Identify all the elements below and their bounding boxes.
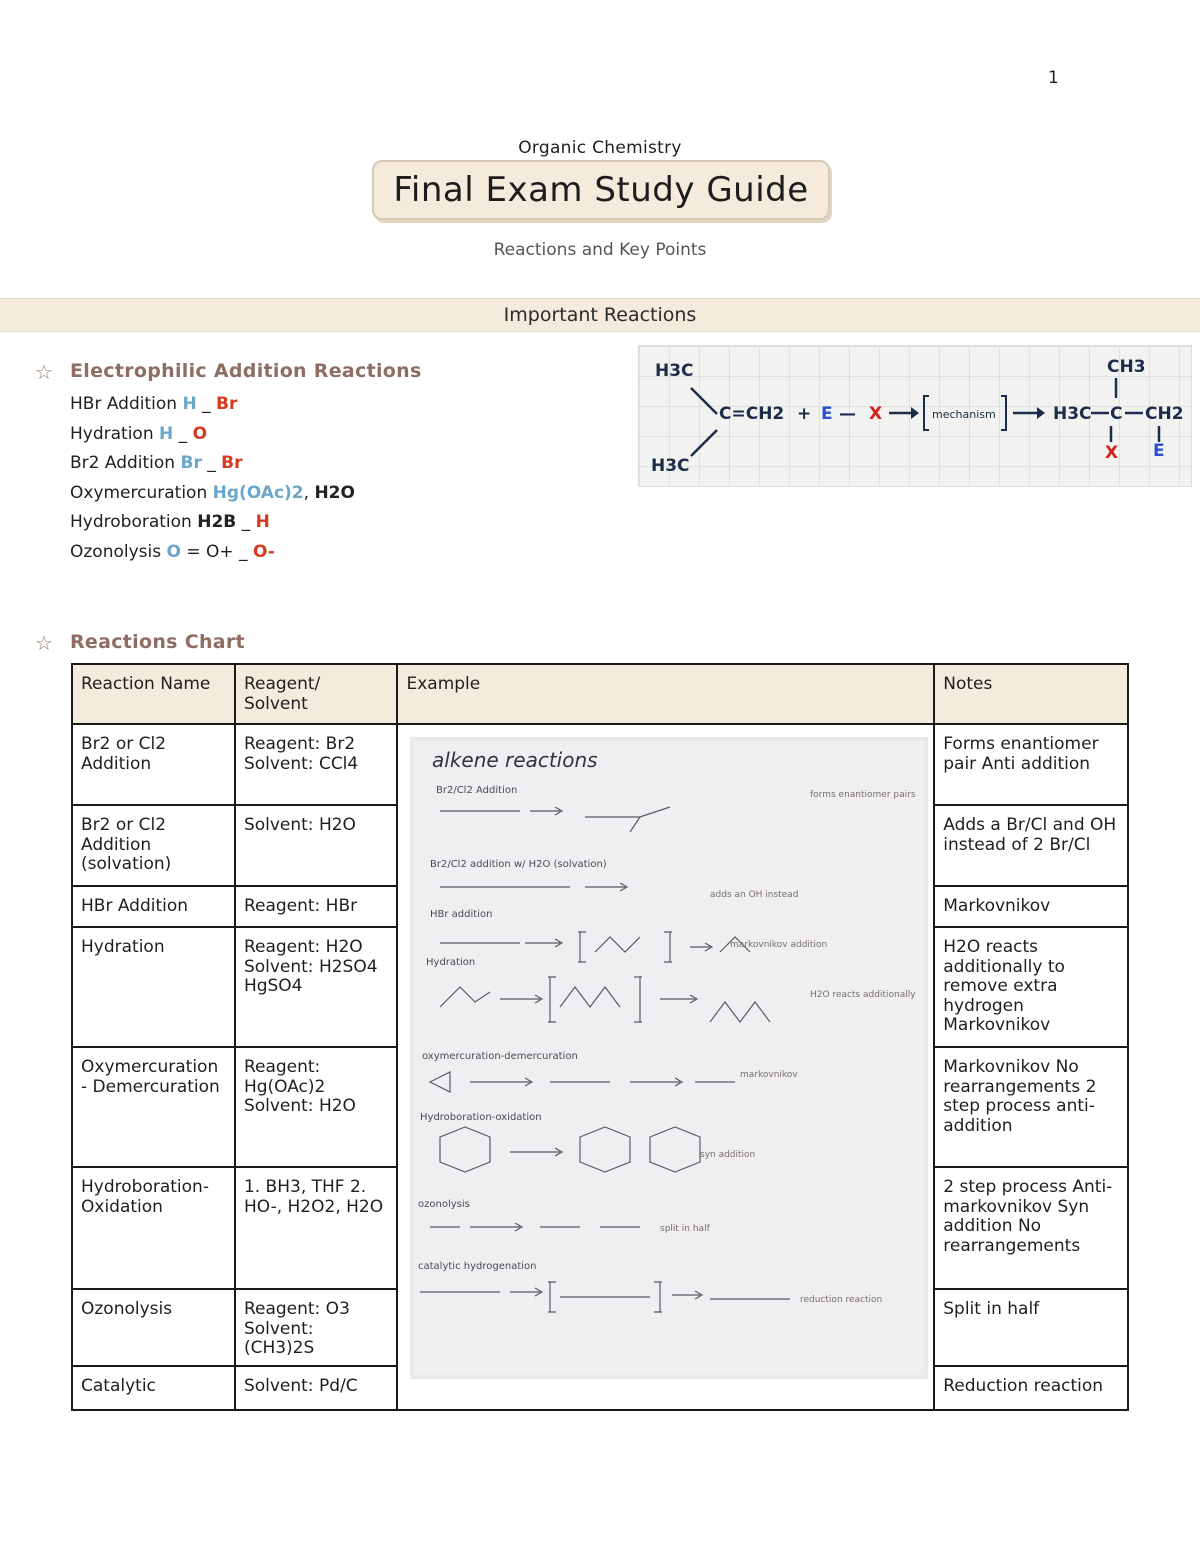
handwritten-notes-photo [410, 737, 928, 1379]
svg-text:catalytic hydrogenation: catalytic hydrogenation [418, 1261, 537, 1272]
star-icon: ☆ [35, 631, 53, 655]
cell-notes: Adds a Br/Cl and OH instead of 2 Br/Cl [934, 805, 1128, 886]
rx-line-oxymercuration: Oxymercuration Hg(OAc)2, H2O [70, 482, 355, 503]
rx-line-hydration: Hydration H _ O [70, 423, 208, 444]
svg-text:split in half: split in half [660, 1224, 711, 1234]
header-reaction-name: Reaction Name [72, 664, 235, 724]
cell-reaction-name: HBr Addition [72, 886, 235, 927]
reactions-table [71, 663, 1129, 1411]
svg-text:Hydroboration-oxidation: Hydroboration-oxidation [420, 1112, 543, 1123]
page-number: 1 [1048, 68, 1059, 88]
svg-text:Br2/Cl2 addition w/ H2O (solva: Br2/Cl2 addition w/ H2O (solvation) [430, 859, 608, 870]
svg-text:Br2/Cl2 Addition: Br2/Cl2 Addition [436, 785, 518, 796]
svg-text:HBr addition: HBr addition [430, 909, 493, 920]
cell-notes: H2O reacts additionally to remove extra hydrogen Markovnikov [934, 927, 1128, 1047]
cell-reagent: Solvent: H2O [235, 805, 398, 886]
cell-reaction-name: Ozonolysis [72, 1289, 235, 1366]
cell-notes: Split in half [934, 1289, 1128, 1366]
mech-h3c-bottom: H3C [651, 456, 690, 476]
table-header-row [72, 664, 1128, 724]
cell-notes: Forms enantiomer pair Anti addition [934, 724, 1128, 805]
mech-h3c-top: H3C [655, 361, 694, 381]
svg-text:—: — [839, 404, 856, 424]
cell-reagent: Reagent: H2O Solvent: H2SO4 HgSO4 [235, 927, 398, 1047]
cell-reagent: Reagent: O3 Solvent: (CH3)2S [235, 1289, 398, 1366]
star-icon: ☆ [35, 360, 53, 384]
page-title: Final Exam Study Guide [393, 170, 809, 210]
mech-alkene: C=CH2 [719, 404, 785, 424]
cell-reagent: Reagent: HBr [235, 886, 398, 927]
cell-notes: Markovnikov [934, 886, 1128, 927]
cell-reagent: Reagent: Hg(OAc)2 Solvent: H2O [235, 1047, 398, 1167]
cell-reaction-name: Hydroboration-Oxidation [72, 1167, 235, 1289]
title-box [372, 160, 830, 220]
svg-text:+: + [797, 404, 812, 424]
svg-text:reduction reaction: reduction reaction [800, 1295, 883, 1305]
notes-title: alkene reactions [432, 748, 599, 772]
mechanism-photo [638, 345, 1192, 487]
svg-text:markovnikov: markovnikov [740, 1070, 799, 1080]
svg-text:H2O reacts additionally: H2O reacts additionally [810, 990, 917, 1000]
electrophilic-list [70, 390, 355, 568]
cell-reaction-name: Oxymercuration - Demercuration [72, 1047, 235, 1167]
rx-line-ozonolysis: Ozonolysis O = O+ _ O- [70, 541, 275, 562]
svg-text:H3C: H3C [1053, 404, 1092, 424]
cell-reagent: Reagent: Br2 Solvent: CCl4 [235, 724, 398, 805]
svg-text:C: C [1110, 404, 1123, 424]
rx-line-hbr: HBr Addition H _ Br [70, 394, 238, 414]
cell-reaction-name: Catalytic [72, 1366, 235, 1410]
chart-heading: Reactions Chart [70, 631, 245, 653]
example-photo-cell [397, 724, 934, 1410]
header-example: Example [397, 664, 934, 724]
svg-text:adds an OH instead: adds an OH instead [710, 890, 799, 900]
header-reagent-solvent: Reagent/ Solvent [235, 664, 398, 724]
page-subtitle: Reactions and Key Points [493, 240, 707, 260]
svg-text:ozonolysis: ozonolysis [418, 1199, 471, 1210]
header-notes: Notes [934, 664, 1128, 724]
cell-notes: Reduction reaction [934, 1366, 1128, 1410]
cell-reagent: 1. BH3, THF 2. HO-, H2O2, H2O [235, 1167, 398, 1289]
svg-text:E: E [1153, 441, 1165, 461]
rx-line-br2: Br2 Addition Br _ Br [70, 453, 243, 474]
cell-reaction-name: Hydration [72, 927, 235, 1047]
svg-text:X: X [1105, 443, 1119, 463]
svg-text:syn addition: syn addition [700, 1150, 756, 1160]
electrophilic-heading: Electrophilic Addition Reactions [70, 360, 422, 382]
svg-text:forms enantiomer pairs: forms enantiomer pairs [810, 790, 916, 800]
table-row [72, 724, 1128, 805]
cell-reaction-name: Br2 or Cl2 Addition (solvation) [72, 805, 235, 886]
svg-text:markovnikov addition: markovnikov addition [730, 940, 828, 950]
svg-text:CH2: CH2 [1145, 404, 1184, 424]
mech-e: E [821, 404, 833, 424]
mech-box-label: mechanism [932, 408, 996, 421]
svg-text:CH3: CH3 [1107, 357, 1146, 377]
section-bar-important-reactions: Important Reactions [0, 298, 1200, 332]
subject-label: Organic Chemistry [518, 138, 682, 158]
cell-reagent: Solvent: Pd/C [235, 1366, 398, 1410]
cell-reaction-name: Br2 or Cl2 Addition [72, 724, 235, 805]
svg-text:Hydration: Hydration [426, 957, 476, 968]
rx-line-hydroboration: Hydroboration H2B _ H [70, 512, 270, 533]
cell-notes: 2 step process Anti-markovnikov Syn addition No rearrangements [934, 1167, 1128, 1289]
cell-notes: Markovnikov No rearrangements 2 step process anti-addition [934, 1047, 1128, 1167]
mech-x: X [869, 404, 883, 424]
svg-text:oxymercuration-demercuration: oxymercuration-demercuration [422, 1051, 579, 1062]
